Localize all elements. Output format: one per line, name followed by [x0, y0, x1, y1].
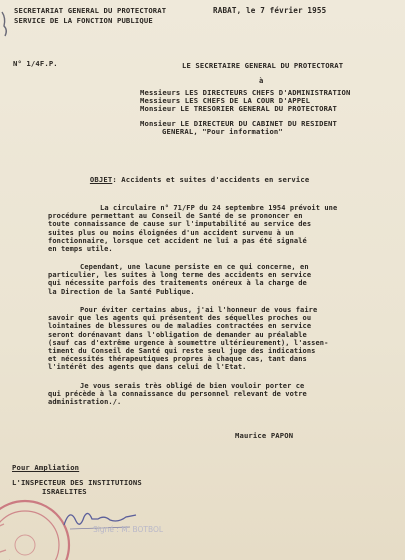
place-date: RABAT, le 7 février 1955	[213, 6, 327, 15]
body-line: La circulaire n° 71/FP du 24 septembre 1954 prévoit une	[100, 204, 338, 212]
body-line: lointaines de blessures ou de maladies contractées en service	[48, 322, 312, 331]
ampliation-line-2: ISRAELITES	[42, 487, 87, 496]
subject-line	[72, 169, 309, 191]
body-line: Cependant, une lacune persiste en ce qui concerne, en	[80, 263, 309, 271]
paragraph	[48, 263, 378, 296]
body-line: Pour éviter certains abus, j'ai l'honneur de vous faire	[80, 306, 318, 314]
body-line: (sauf cas d'extrême urgence à soumettre ultérieurement), l'assen-	[48, 338, 329, 347]
body-line: l'intérêt des agents que dans celui de l'Etat.	[48, 363, 247, 372]
ampliation-line-1: L'INSPECTEUR DES INSTITUTIONS	[12, 478, 142, 487]
body-line: fonctionnaire, lorsque cet accident ne lui a pas été signalé	[48, 236, 307, 245]
body-line: timent du Conseil de Santé qui reste seul juge des indications	[48, 347, 316, 356]
recipient-line: Messieurs LES CHEFS DE LA COUR D'APPEL	[140, 96, 311, 105]
ampliation-label: Pour Ampliation	[12, 463, 80, 472]
recipient-line: Monsieur LE TRESORIER GENERAL DU PROTECTORAT	[140, 104, 337, 113]
sender-title: LE SECRETAIRE GENERAL DU PROTECTORAT	[182, 61, 344, 70]
body-line: et nécessités thérapeutiques propres à chaque cas, tant dans	[48, 355, 307, 364]
body-line: qui précède à la connaissance du personnel relevant de votre	[48, 390, 307, 399]
body-line: en temps utile.	[48, 245, 113, 254]
body-line: Je vous serais très obligé de bien vouloir porter ce	[80, 382, 305, 390]
info-recipient-line-2: GENERAL, "Pour information"	[162, 127, 283, 136]
info-recipient-line-1: Monsieur LE DIRECTEUR DU CABINET DU RESIDENT	[140, 119, 337, 128]
subject-label: OBJET	[89, 175, 113, 185]
body-line: qui nécessite parfois des traitements onéreux à la charge de	[48, 279, 307, 288]
corner-ink-mark	[0, 0, 14, 40]
body-line: procédure permettant au Conseil de Santé de se prononcer en	[48, 212, 303, 221]
org-line-2: SERVICE DE LA FONCTION PUBLIQUE	[14, 16, 153, 25]
subject-text: : Accidents et suites d'accidents en service	[112, 175, 310, 185]
recipient-line: Messieurs LES DIRECTEURS CHEFS D'ADMINISTRATION	[140, 88, 351, 97]
org-line-1: SECRETARIAT GENERAL DU PROTECTORAT	[14, 6, 167, 15]
body-line: seront dorénavant dans l'obligation de demander au préalable	[48, 330, 307, 339]
body-line: suites plus ou moins éloignées d'un accident survenu à un	[48, 228, 294, 237]
to-word: à	[259, 76, 264, 85]
body-line: savoir que les agents qui présentent des séquelles proches ou	[48, 314, 312, 323]
body-line: toute connaissance de cause sur l'imputabilité au service des	[48, 220, 312, 229]
signatory-name: Maurice PAPON	[235, 431, 294, 440]
paragraph	[48, 204, 378, 253]
body-line: la Direction de la Santé Publique.	[48, 287, 195, 296]
reference-number: N° 1/4F.P.	[13, 59, 58, 68]
paragraph	[48, 382, 378, 407]
body-line: administration./.	[48, 398, 122, 407]
body-line: particulier, les suites à long terme des accidents en service	[48, 271, 312, 280]
signer-stamp-text: Signé : M. BOTBOL	[93, 525, 164, 534]
paragraph	[48, 306, 378, 372]
